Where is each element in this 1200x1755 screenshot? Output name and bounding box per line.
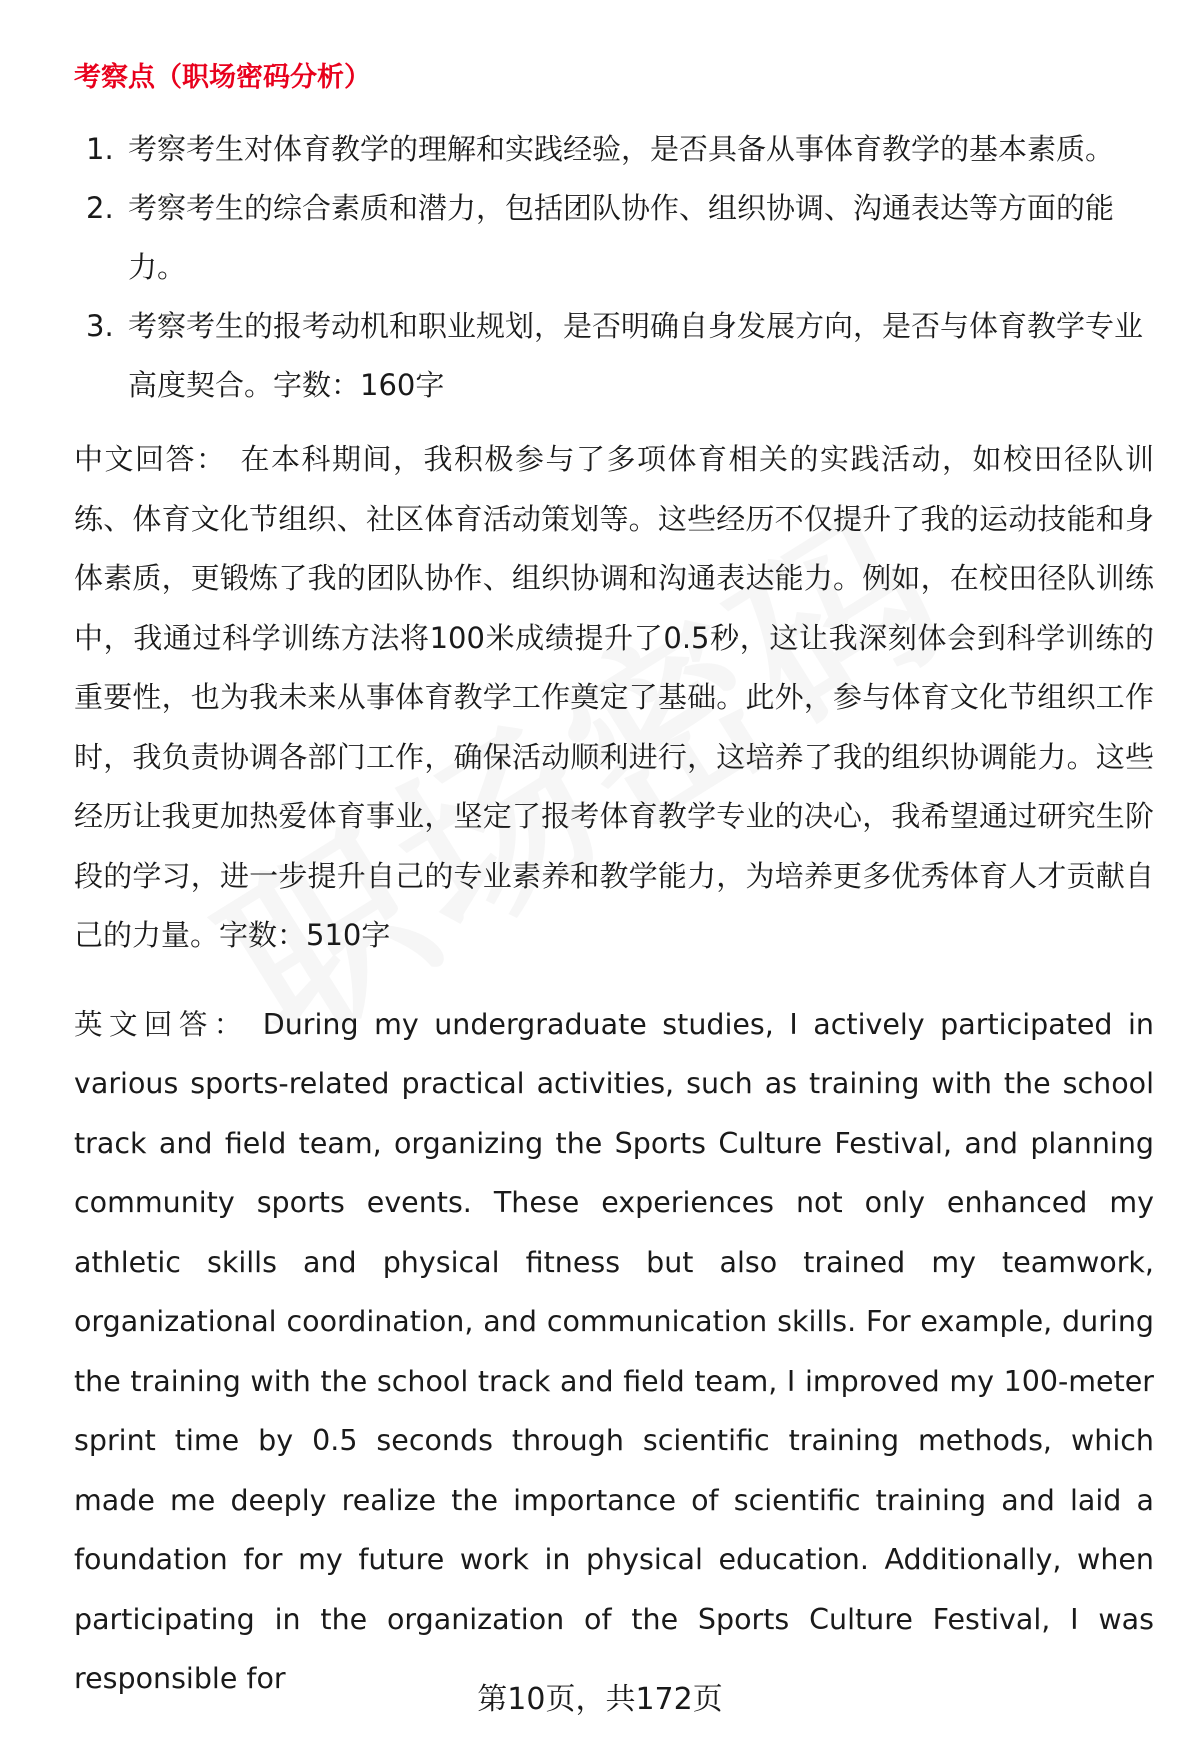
list-item-number: 2. bbox=[86, 191, 114, 225]
list-item-text: 考察考生的综合素质和潜力，包括团队协作、组织协调、沟通表达等方面的能力。 bbox=[128, 191, 1115, 284]
english-answer-paragraph bbox=[74, 995, 1154, 1709]
list-item-text: 考察考生对体育教学的理解和实践经验，是否具备从事体育教学的基本素质。 bbox=[128, 132, 1115, 166]
assessment-points-list bbox=[74, 120, 1154, 415]
list-item bbox=[74, 297, 1154, 415]
list-item-number: 1. bbox=[86, 132, 114, 166]
list-item-number: 3. bbox=[86, 309, 114, 343]
chinese-answer-text: 在本科期间，我积极参与了多项体育相关的实践活动，如校田径队训练、体育文化节组织、社区体育活动策划等。这些经历不仅提升了我的运动技能和身体素质，更锻炼了我的团队协作、组织协调和沟通表达能力。例如，在校田径队训练中，我通过科学训练方法将100米成绩提升了0.5秒，这让我深刻体会到科学训练的重要性，也为我未来从事体育教学工作奠定了基础。此外，参与体育文化节组织工作时，我负责协调各部门工作，确保活动顺利进行，这培养了我的组织协调能力。这些经历让我更加热爱体育事业，坚定了报考体育教学专业的决心，我希望通过研究生阶段的学习，进一步提升自己的专业素养和教学能力，为培养更多优秀体育人才贡献自己的力量。字数：510字 bbox=[74, 442, 1154, 952]
list-item bbox=[74, 120, 1154, 179]
list-item-text: 考察考生的报考动机和职业规划，是否明确自身发展方向，是否与体育教学专业高度契合。字数：160字 bbox=[128, 309, 1144, 402]
chinese-answer-label: 中文回答： bbox=[74, 442, 227, 476]
english-answer-label: 英文回答： bbox=[74, 1007, 249, 1041]
english-answer-text: During my undergraduate studies, I actively participated in various sports-related practical activities, such as training with the school track and field team, organizing the Sports Culture Festival, and planning community sports events. These experiences not only enhanced my athletic skills and physical fitness but also trained my teamwork, organizational coordination, and communication skills. For example, during the training with the school track and field team, I improved my 100-meter sprint time by 0.5 seconds through scientific training methods, which made me deeply realize the importance of scientific training and laid a foundation for my future work in physical education. Additionally, when participating in the organization of the Sports Culture Festival, I was responsible for bbox=[74, 1007, 1154, 1695]
chinese-answer-paragraph bbox=[74, 430, 1154, 966]
list-item bbox=[74, 179, 1154, 297]
page-number-footer: 第10页，共172页 bbox=[477, 1682, 723, 1717]
document-page bbox=[74, 58, 1154, 1737]
section-title: 考察点（职场密码分析） bbox=[74, 62, 371, 93]
